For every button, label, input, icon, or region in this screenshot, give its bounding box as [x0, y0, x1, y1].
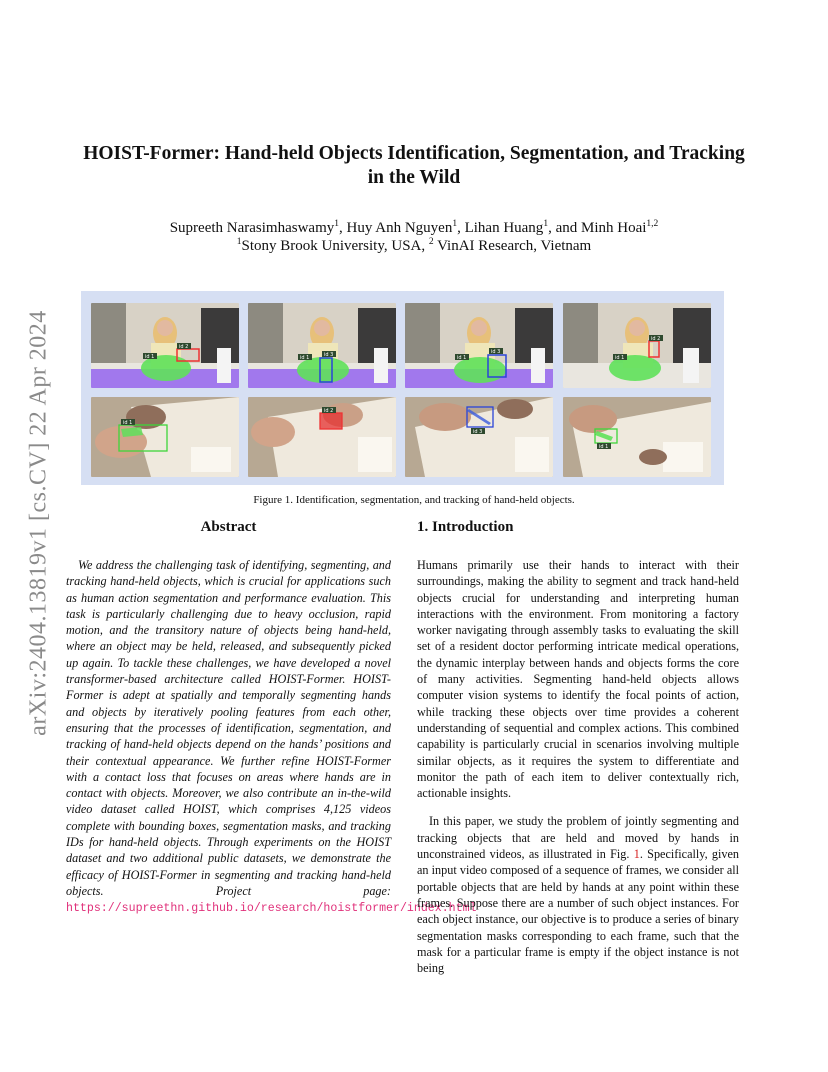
frame-image — [563, 303, 711, 388]
track-id-label: id 1 — [145, 354, 155, 360]
author-sup: 1 — [543, 219, 549, 229]
frame-image — [91, 397, 239, 477]
arxiv-identifier: arXiv:2404.13819v1 [cs.CV] 22 Apr 2024 — [25, 309, 52, 736]
track-id-label: id 3 — [473, 429, 483, 435]
track-id-label: id 2 — [324, 408, 334, 414]
video-frame-writing-1 — [91, 397, 239, 477]
track-id-label: id 2 — [651, 336, 661, 342]
introduction-text — [417, 557, 739, 976]
author-sup: 1,2 — [646, 219, 659, 229]
title-line-1: HOIST-Former: Hand-held Objects Identification, Segmentation, and Tracking — [83, 143, 745, 164]
author-sup: 1 — [334, 219, 339, 229]
author-list: Supreeth Narasimhaswamy$^1$, Huy Anh Nguyen$^1$, Lihan Huang$^1$, and Minh Hoai$^{1,2}$ — [169, 219, 659, 236]
video-frame-bowl-3 — [405, 303, 553, 388]
teaser-figure — [81, 291, 724, 485]
author-sup: 1 — [452, 219, 458, 229]
intro-paragraph-1: Humans primarily use their hands to interact with their surroundings, making the ability to segment and track hand-held objects crucial for understanding and interpreting human interactions with the environment. From monitoring a factory worker navigating through assembly tasks to evaluating the skill set of a resident doctor performing intricate medical operations, the dynamic interplay between hands and objects forms the core of many activities. Segmenting hand-held objects allows computer vision systems to identify the focal points of action, while tracking these objects over time provides a coherent understanding of sequential and complex actions. This combined capability is particularly crucial in scenarios involving multiple similar objects, as it requires the system to differentiate and monitor the path of each item to deliver contextually rich, actionable insights. — [417, 558, 739, 801]
affiliation: Stony Brook University, USA, — [241, 238, 429, 254]
frame-image — [563, 397, 711, 477]
affiliations: $^1$Stony Brook University, USA, $^2$ VinAI Research, Vietnam — [236, 237, 592, 254]
intro-paragraph-2: In this paper, we study the problem of jointly segmenting and tracking objects that are held and moved by hands in unconstrained videos, as illustrated in Fig. 1. Specifically, given an input video composed of a sequence of frames, we consider all portable objects that are held by hands at any point within these frames. Suppose there are a number of such object instances. For each object instance, our objective is to produce a series of binary segmentation masks corresponding to each frame, such that the mask for a particular frame is empty if the object instance is not being — [417, 814, 739, 976]
video-frame-bowl-4 — [563, 303, 711, 388]
track-id-label: id 1 — [599, 444, 609, 450]
title-line-2: in the Wild — [367, 167, 461, 188]
paper-title — [60, 142, 768, 190]
track-id-label: id 3 — [491, 349, 501, 355]
video-frame-writing-3 — [405, 397, 553, 477]
track-id-label: id 1 — [615, 355, 625, 361]
figure-caption: Figure 1. Identification, segmentation, and tracking of hand-held objects. — [253, 494, 575, 506]
author: Supreeth Narasimhaswamy — [169, 220, 335, 236]
track-id-label: id 1 — [457, 355, 467, 361]
author: Lihan Huang — [464, 220, 544, 236]
video-frame-bowl-1 — [91, 303, 239, 388]
project-page-link[interactable]: https://supreethn.github.io/research/hoistformer/index.html — [66, 902, 477, 916]
abstract-heading: Abstract — [200, 519, 257, 535]
author: Huy Anh Nguyen — [346, 220, 453, 236]
video-frame-bowl-2 — [248, 303, 396, 388]
author: Minh Hoai — [580, 220, 647, 236]
frame-image — [248, 397, 396, 477]
video-frame-writing-4 — [563, 397, 711, 477]
figure-reference-link[interactable]: 1 — [633, 847, 640, 862]
frame-image — [91, 303, 239, 388]
track-id-label: id 1 — [123, 420, 133, 426]
introduction-heading: 1. Introduction — [417, 519, 514, 535]
track-id-label: id 3 — [324, 352, 334, 358]
track-id-label: id 1 — [300, 355, 310, 361]
abstract-text: We address the challenging task of identifying, segmenting, and tracking hand-held objects, which is crucial for applications such as human action segmentation and performance evaluation. This task is particularly challenging due to heavy occlusion, rapid motion, and the transitory nature of objects being hand-held, where an object may be held, released, and subsequently picked up again. To tackle these challenges, we have developed a novel transformer-based architecture called HOIST-Former. HOIST-Former is adept at spatially and temporally segmenting hands and objects by iteratively pooling features from each other, ensuring that the processes of identification, segmentation, and tracking of hand-held objects depend on the hands’ positions and their contextual appearance. We further refine HOIST-Former with a contact loss that focuses on areas where hands are in contact with objects. Moreover, we also contribute an in-the-wild video dataset called HOIST, which comprises 4,125 videos complete with bounding boxes, segmentation masks, and tracking IDs for hand-held objects. Through experiments on the HOIST dataset and two additional public datasets, we demonstrate the efficacy of HOIST-Former in segmenting and tracking hand-held objects. Project page: https://supreethn.github.io/research/hoistformer/index.html — [66, 558, 477, 916]
frame-image — [405, 397, 553, 477]
video-frame-writing-2 — [248, 397, 396, 477]
frame-image — [405, 303, 553, 388]
affiliation: VinAI Research, Vietnam — [433, 238, 592, 254]
frame-image — [248, 303, 396, 388]
track-id-label: id 2 — [179, 344, 189, 350]
